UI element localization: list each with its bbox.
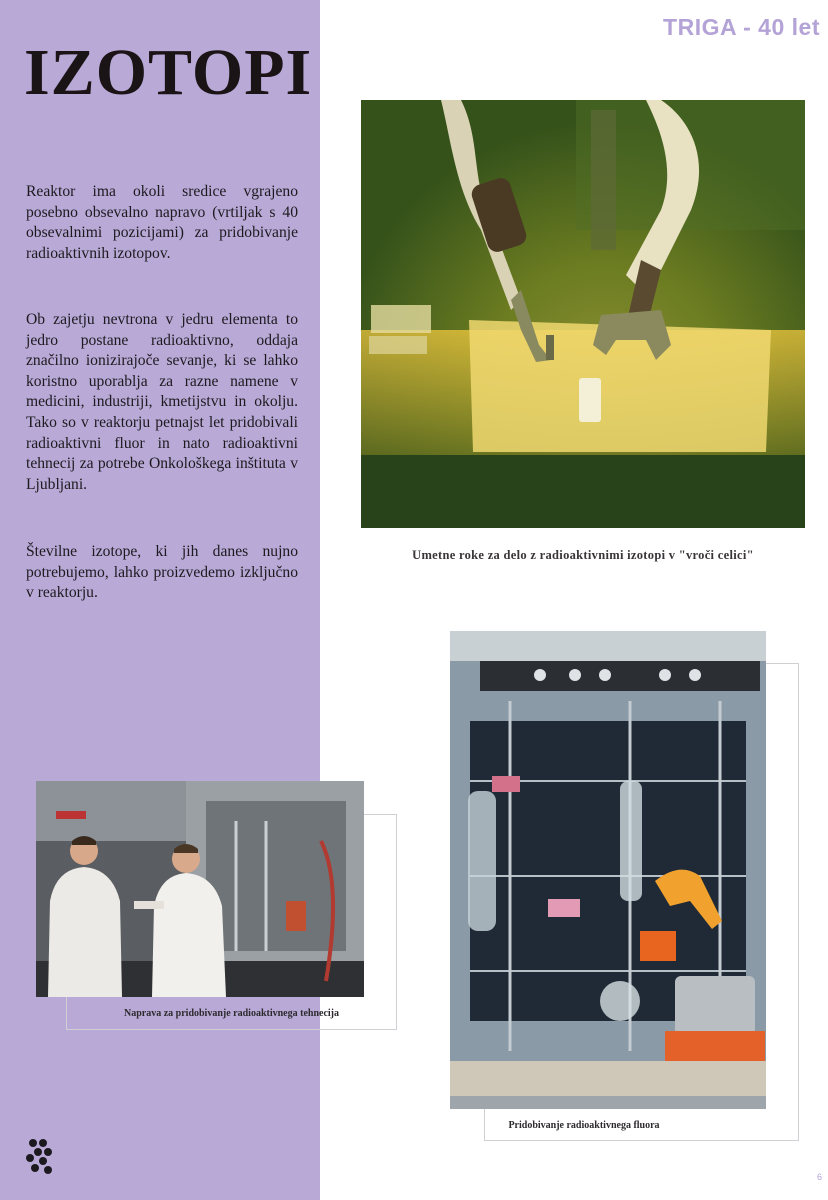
paragraph-neutron-capture: Ob zajetju nevtrona v jedru elementa to jedro postane radioaktivno, oddaja značilno ionizirajoče sevanje, ki se lahko koristno uporablja za razne namene v medicini, industriji, kmetijstvu in okolju. Tako so v reaktorju petnajst let pridobivali radioaktivni fluor in nato radioaktivni tehnecij za potrebe Onkološkega inštituta v Ljubljani. [26, 311, 298, 493]
header-tag: TRIGA - 40 let [663, 14, 820, 40]
page-number: 6 [816, 1172, 822, 1182]
dot-cluster-logo-icon [26, 1138, 56, 1176]
hot-cell-photo [361, 100, 805, 528]
technetium-photo [36, 781, 364, 997]
technetium-caption: Naprava za pridobivanje radioaktivnega tehnecija [124, 1008, 339, 1019]
page-title: IZOTOPI [24, 36, 313, 109]
fluorine-caption: Pridobivanje radioaktivnega fluora [508, 1120, 660, 1131]
hot-cell-caption: Umetne roke za delo z radioaktivnimi izotopi v "vroči celici" [412, 548, 754, 562]
paragraph-isotopes: Številne izotope, ki jih danes nujno potrebujemo, lahko proizvedemo izključno v reaktorju. [26, 543, 298, 602]
paragraph-reactor: Reaktor ima okoli sredice vgrajeno posebno obsevalno napravo (vrtiljak s 40 obsevalnimi pozicijami) za pridobivanje radioaktivnih izotopov. [26, 183, 298, 262]
fluorine-photo [450, 631, 766, 1109]
